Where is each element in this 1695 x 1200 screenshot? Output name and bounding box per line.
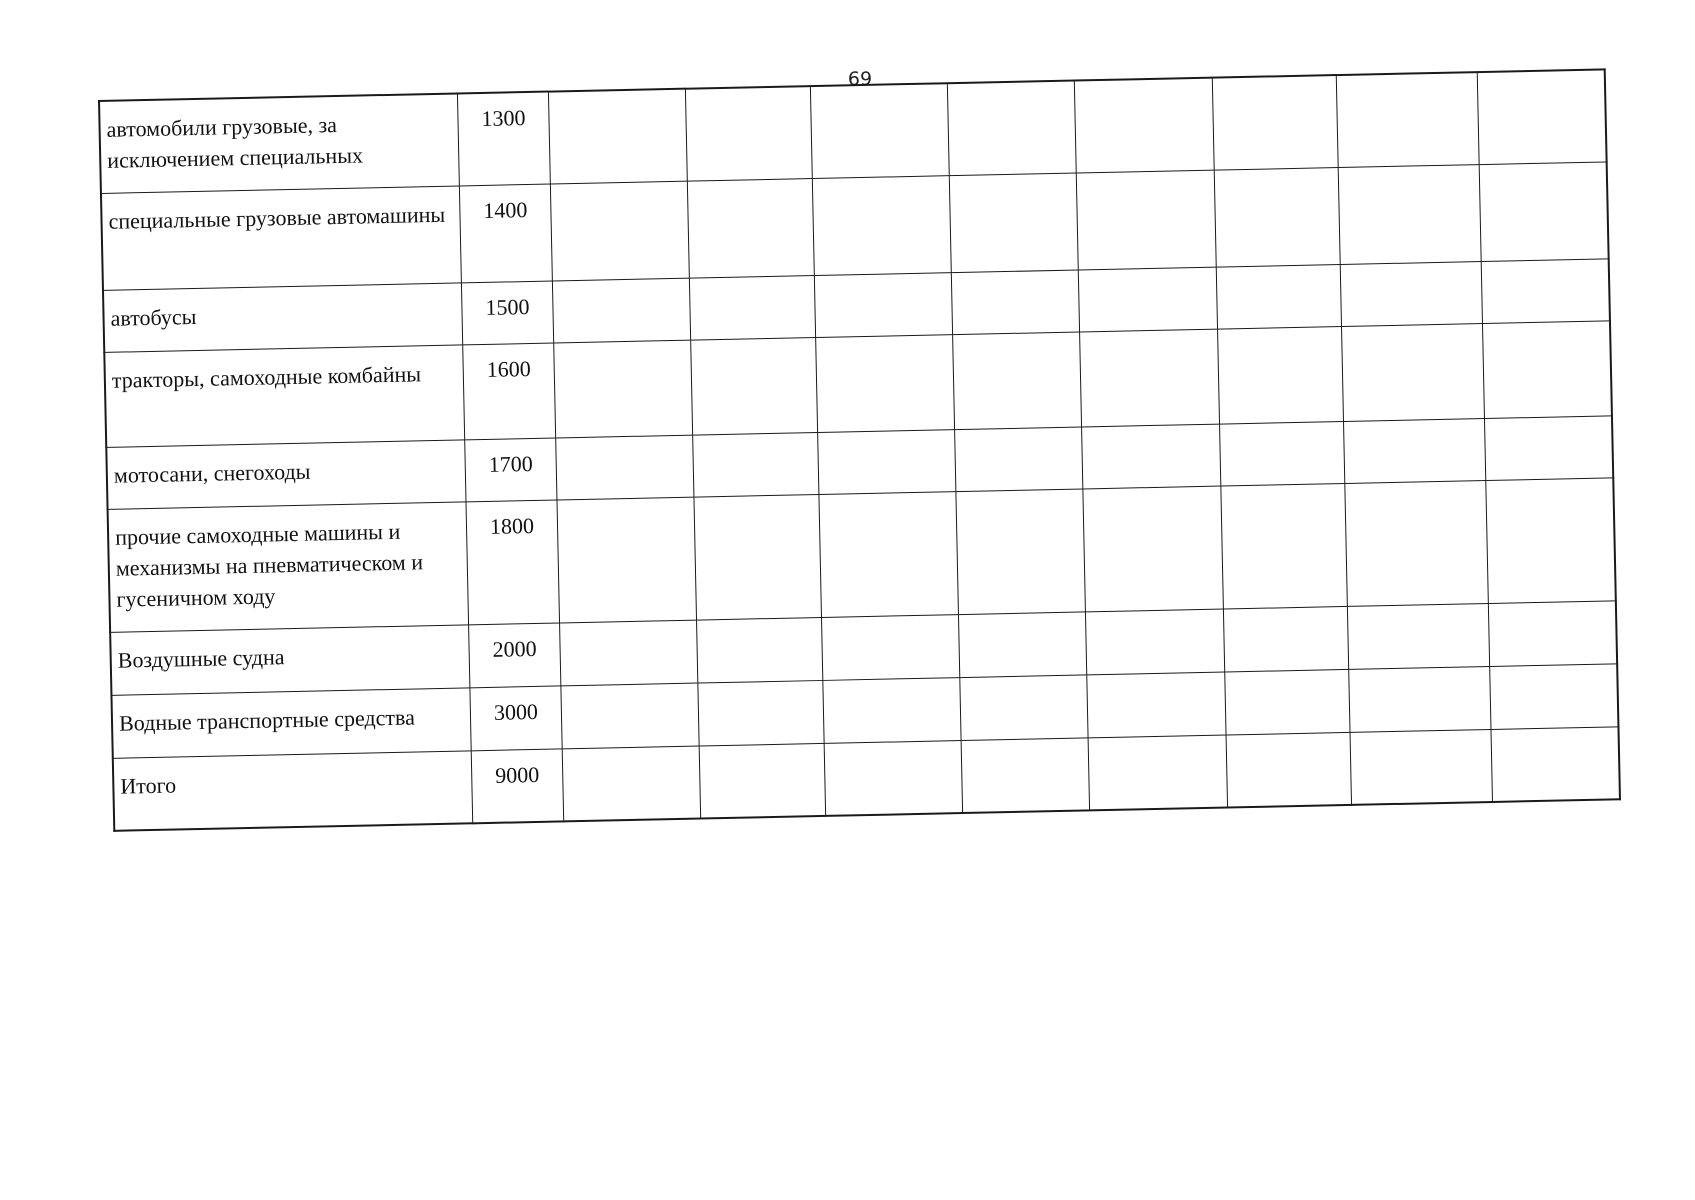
row-code-cell: 1600 — [463, 343, 556, 440]
empty-cell[interactable] — [1481, 258, 1610, 323]
empty-cell[interactable] — [821, 614, 959, 680]
empty-cell[interactable] — [1336, 72, 1479, 167]
row-code-cell: 1800 — [466, 499, 560, 624]
empty-cell[interactable] — [1085, 609, 1224, 675]
empty-cell[interactable] — [810, 83, 949, 178]
empty-cell[interactable] — [1214, 167, 1340, 267]
empty-cell[interactable] — [1080, 329, 1220, 427]
empty-cell[interactable] — [1484, 415, 1613, 480]
empty-cell[interactable] — [1340, 261, 1482, 326]
empty-cell[interactable] — [956, 488, 1086, 614]
empty-cell[interactable] — [693, 432, 819, 497]
empty-cell[interactable] — [816, 334, 955, 432]
empty-cell[interactable] — [685, 86, 812, 181]
form-table-container — [98, 68, 1621, 831]
empty-cell[interactable] — [562, 746, 700, 822]
row-name-cell: прочие самоходные машины и механизмы на пневматическом и гусеничном ходу — [108, 501, 469, 631]
empty-cell[interactable] — [1226, 732, 1352, 808]
empty-cell[interactable] — [1338, 164, 1481, 264]
row-code-cell: 2000 — [469, 622, 561, 687]
empty-cell[interactable] — [1218, 326, 1344, 424]
form-table — [98, 68, 1621, 831]
empty-cell[interactable] — [1477, 69, 1606, 164]
row-name-cell: автобусы — [103, 282, 463, 351]
empty-cell[interactable] — [1076, 170, 1216, 270]
empty-cell[interactable] — [1220, 421, 1345, 486]
empty-cell[interactable] — [1221, 483, 1348, 609]
empty-cell[interactable] — [687, 178, 814, 278]
row-code-cell: 1400 — [459, 184, 552, 283]
row-code-cell: 1300 — [457, 92, 550, 186]
empty-cell[interactable] — [694, 494, 822, 620]
empty-cell[interactable] — [823, 677, 961, 743]
empty-cell[interactable] — [1074, 78, 1214, 173]
empty-cell[interactable] — [1345, 480, 1489, 606]
row-code-cell: 1500 — [461, 281, 553, 345]
empty-cell[interactable] — [812, 175, 951, 275]
row-name-cell: Итого — [113, 750, 473, 830]
empty-cell[interactable] — [561, 683, 699, 749]
empty-cell[interactable] — [818, 429, 956, 494]
empty-cell[interactable] — [556, 435, 694, 500]
empty-cell[interactable] — [550, 181, 689, 281]
row-code-cell: 3000 — [470, 685, 562, 750]
empty-cell[interactable] — [1350, 729, 1492, 805]
row-name-cell: автомобили грузовые, за исключением специальных — [99, 93, 459, 192]
empty-cell[interactable] — [960, 674, 1088, 740]
empty-cell[interactable] — [697, 617, 823, 683]
empty-cell[interactable] — [1212, 75, 1338, 170]
empty-cell[interactable] — [961, 737, 1090, 813]
row-name-cell: Водные транспортные средства — [111, 687, 471, 757]
empty-cell[interactable] — [554, 340, 693, 438]
empty-cell[interactable] — [1343, 418, 1485, 483]
empty-cell[interactable] — [819, 491, 959, 617]
empty-cell[interactable] — [955, 426, 1083, 491]
empty-cell[interactable] — [1342, 323, 1485, 421]
empty-cell[interactable] — [1223, 606, 1348, 672]
empty-cell[interactable] — [1088, 735, 1227, 811]
row-code-cell: 9000 — [471, 748, 564, 823]
empty-cell[interactable] — [958, 611, 1086, 677]
empty-cell[interactable] — [1349, 666, 1491, 732]
empty-cell[interactable] — [552, 278, 690, 343]
empty-cell[interactable] — [1216, 264, 1341, 329]
empty-cell[interactable] — [953, 331, 1082, 429]
empty-cell[interactable] — [1486, 477, 1616, 603]
empty-cell[interactable] — [1082, 424, 1221, 489]
empty-cell[interactable] — [1225, 669, 1350, 735]
page-number: 69 — [847, 68, 873, 90]
empty-cell[interactable] — [1482, 320, 1611, 418]
empty-cell[interactable] — [1083, 486, 1224, 612]
row-name-cell: мотосани, снегоходы — [106, 439, 466, 508]
empty-cell[interactable] — [824, 740, 962, 816]
empty-cell[interactable] — [1488, 600, 1617, 666]
empty-cell[interactable] — [947, 81, 1076, 176]
empty-cell[interactable] — [560, 620, 698, 686]
empty-cell[interactable] — [699, 743, 826, 819]
empty-cell[interactable] — [691, 337, 818, 435]
empty-cell[interactable] — [1490, 663, 1619, 729]
row-name-cell: специальные грузовые автомашины — [101, 185, 461, 289]
row-code-cell: 1700 — [465, 437, 557, 501]
empty-cell[interactable] — [557, 497, 697, 623]
empty-cell[interactable] — [949, 173, 1078, 273]
empty-cell[interactable] — [1491, 726, 1620, 802]
empty-cell[interactable] — [951, 270, 1079, 335]
empty-cell[interactable] — [1347, 603, 1489, 669]
empty-cell[interactable] — [689, 275, 815, 340]
row-name-cell: Воздушные судна — [110, 624, 470, 694]
row-name-cell: тракторы, самоходные комбайны — [104, 344, 464, 446]
empty-cell[interactable] — [1078, 267, 1217, 332]
empty-cell[interactable] — [548, 89, 687, 184]
empty-cell[interactable] — [814, 272, 952, 337]
empty-cell[interactable] — [1087, 672, 1226, 738]
empty-cell[interactable] — [1479, 161, 1609, 261]
empty-cell[interactable] — [698, 680, 824, 746]
